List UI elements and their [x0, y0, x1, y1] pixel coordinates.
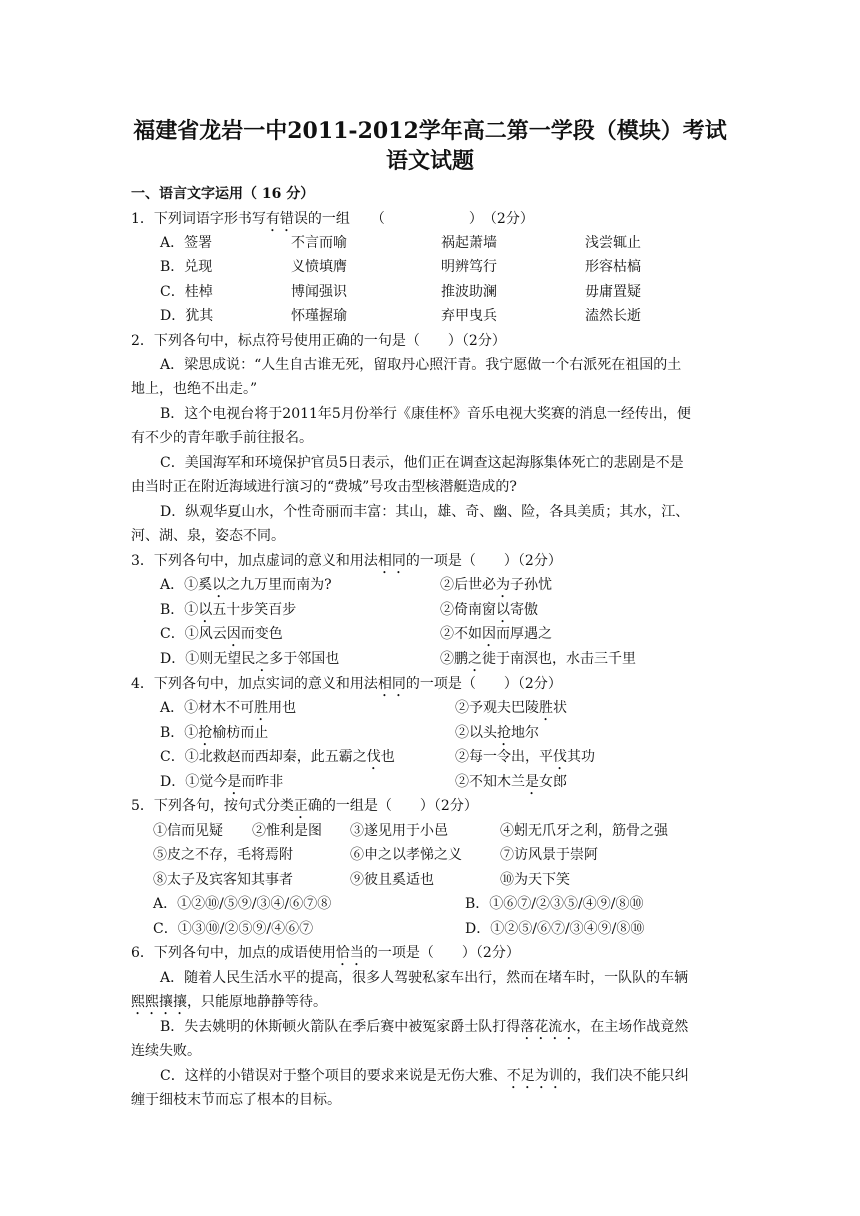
exam-title-line2: 语文试题	[385, 148, 474, 174]
q2-option-b-line1: B．这个电视台将于2011年5月份举行《康佳杯》音乐电视大奖赛的消息一经传出，便	[160, 406, 691, 422]
q1-opt-a-4: 浅尝辄止	[585, 235, 641, 251]
q1-opt-c-2: 博闻强识	[291, 284, 347, 300]
q5-option-c: C．①③⑩/②⑤⑨/④⑥⑦	[153, 921, 314, 937]
q1-opt-a-2: 不言而喻	[291, 235, 347, 251]
q5-option-d: D．①②⑤/⑥⑦/③④⑨/⑧⑩	[465, 921, 645, 937]
q4-opt-a-right: ②予观夫巴陵胜状	[455, 700, 567, 716]
q3-opt-c-right: ②不如因而厚遇之	[440, 626, 552, 642]
q5-item-1: ①信而见疑	[153, 823, 223, 839]
q5-item-5: ⑤皮之不存，毛将焉附	[153, 847, 293, 863]
q4-opt-d-left: D．①觉今是而昨非	[160, 774, 284, 790]
q1-opt-d-1: D．犹其	[160, 308, 214, 324]
q1-opt-d-4: 溘然长逝	[585, 308, 641, 324]
q5-item-10: ⑩为天下笑	[500, 872, 570, 888]
q6-stem: 6．下列各句中，加点的成语使用恰当的一项是（ ）（2分）	[131, 945, 520, 961]
q2-option-c-line1: C．美国海军和环境保护官员5日表示，他们正在调查这起海豚集体死亡的悲剧是不是	[160, 455, 684, 471]
q1-opt-d-2: 怀瑾握瑜	[291, 308, 347, 324]
q5-item-2: ②惟利是图	[252, 823, 322, 839]
q4-opt-d-right: ②不知木兰是女郎	[455, 774, 567, 790]
q1-opt-c-1: C．桂棹	[160, 284, 213, 300]
q3-opt-d-right: ②鹏之徙于南溟也，水击三千里	[440, 651, 636, 667]
q5-item-8: ⑧太子及宾客知其事者	[153, 872, 293, 888]
q5-item-3: ③遂见用于小邑	[350, 823, 448, 839]
q3-opt-a-right: ②后世必为子孙忧	[440, 577, 552, 593]
q5-item-4: ④蚓无爪牙之利，筋骨之强	[500, 823, 668, 839]
q2-option-b-line2: 有不少的青年歌手前往报名。	[131, 430, 313, 446]
q2-option-d-line2: 河、湖、泉，姿态不同。	[131, 528, 285, 544]
q5-option-b: B．①⑥⑦/②③⑤/④⑨/⑧⑩	[465, 896, 644, 912]
q5-stem: 5．下列各句，按句式分类正确的一组是（ ）（2分）	[131, 798, 478, 814]
q3-stem: 3．下列各句中，加点虚词的意义和用法相同的一项是（ ）（2分）	[131, 553, 562, 569]
q2-option-d-line1: D．纵观华夏山水，个性奇丽而丰富：其山，雄、奇、幽、险，各具美质；其水，江、	[160, 504, 690, 520]
q2-option-c-line2: 由当时正在附近海域进行演习的“费城”号攻击型核潜艇造成的?	[131, 479, 517, 495]
q3-opt-b-right: ②倚南窗以寄傲	[440, 602, 538, 618]
q4-opt-b-left: B．①抢榆枋而止	[160, 725, 269, 741]
q5-item-9: ⑨彼且奚适也	[350, 872, 434, 888]
q3-opt-d-left: D．①则无望民之多于邻国也	[160, 651, 340, 667]
q6-option-c-line2: 缠于细枝末节而忘了根本的目标。	[131, 1092, 341, 1108]
q5-item-6: ⑥申之以孝悌之义	[350, 847, 462, 863]
q5-option-a: A．①②⑩/⑤⑨/③④/⑥⑦⑧	[153, 896, 332, 912]
q1-opt-a-3: 祸起萧墙	[441, 235, 497, 251]
q1-opt-b-2: 义愤填膺	[291, 259, 347, 275]
q4-opt-b-right: ②以头抢地尔	[455, 725, 539, 741]
q4-opt-a-left: A．①材木不可胜用也	[160, 700, 297, 716]
q1-opt-c-3: 推波助澜	[441, 284, 497, 300]
q2-option-a-line2: 地上，也绝不出走。”	[131, 381, 258, 397]
q1-opt-a-1: A．签署	[160, 235, 213, 251]
q3-opt-a-left: A．①奚以之九万里而南为?	[160, 577, 332, 593]
q6-option-a-line1: A．随着人民生活水平的提高，很多人驾驶私家车出行，然而在堵车时，一队队的车辆	[160, 970, 689, 986]
q1-opt-d-3: 弃甲曳兵	[441, 308, 497, 324]
q4-stem: 4．下列各句中，加点实词的意义和用法相同的一项是（ ）（2分）	[131, 676, 562, 692]
q4-opt-c-left: C．①北救赵而西却秦，此五霸之伐也	[160, 749, 395, 765]
q4-opt-c-right: ②每一令出，平伐其功	[455, 749, 595, 765]
q6-option-c-line1: C．这样的小错误对于整个项目的要求来说是无伤大雅、不足为训的，我们决不能只纠	[160, 1068, 689, 1084]
q2-stem: 2．下列各句中，标点符号使用正确的一句是（ ）（2分）	[131, 333, 506, 349]
q1-opt-b-4: 形容枯槁	[585, 259, 641, 275]
q1-opt-b-3: 明辨笃行	[441, 259, 497, 275]
q3-opt-c-left: C．①风云因而变色	[160, 626, 283, 642]
q3-opt-b-left: B．①以五十步笑百步	[160, 602, 297, 618]
q6-option-a-line2: 熙熙攘攘，只能原地静静等待。	[131, 994, 327, 1010]
section-heading: 一、语言文字运用（ 16 分）	[131, 186, 315, 202]
q1-opt-b-1: B．兑现	[160, 259, 213, 275]
q6-option-b-line2: 连续失败。	[131, 1043, 201, 1059]
q2-option-a-line1: A．梁思成说：“人生自古谁无死，留取丹心照汗青。我宁愿做一个右派死在祖国的土	[160, 357, 682, 373]
q1-opt-c-4: 毋庸置疑	[585, 284, 641, 300]
q1-stem: 1．下列词语字形书写有错误的一组 （ ） （2分）	[131, 211, 534, 227]
q5-item-7: ⑦访风景于崇阿	[500, 847, 598, 863]
q6-option-b-line1: B．失去姚明的休斯顿火箭队在季后赛中被冤家爵士队打得落花流水，在主场作战竟然	[160, 1019, 689, 1035]
exam-title-line1: 福建省龙岩一中2011-2012学年高二第一学段（模块）考试	[133, 118, 727, 144]
